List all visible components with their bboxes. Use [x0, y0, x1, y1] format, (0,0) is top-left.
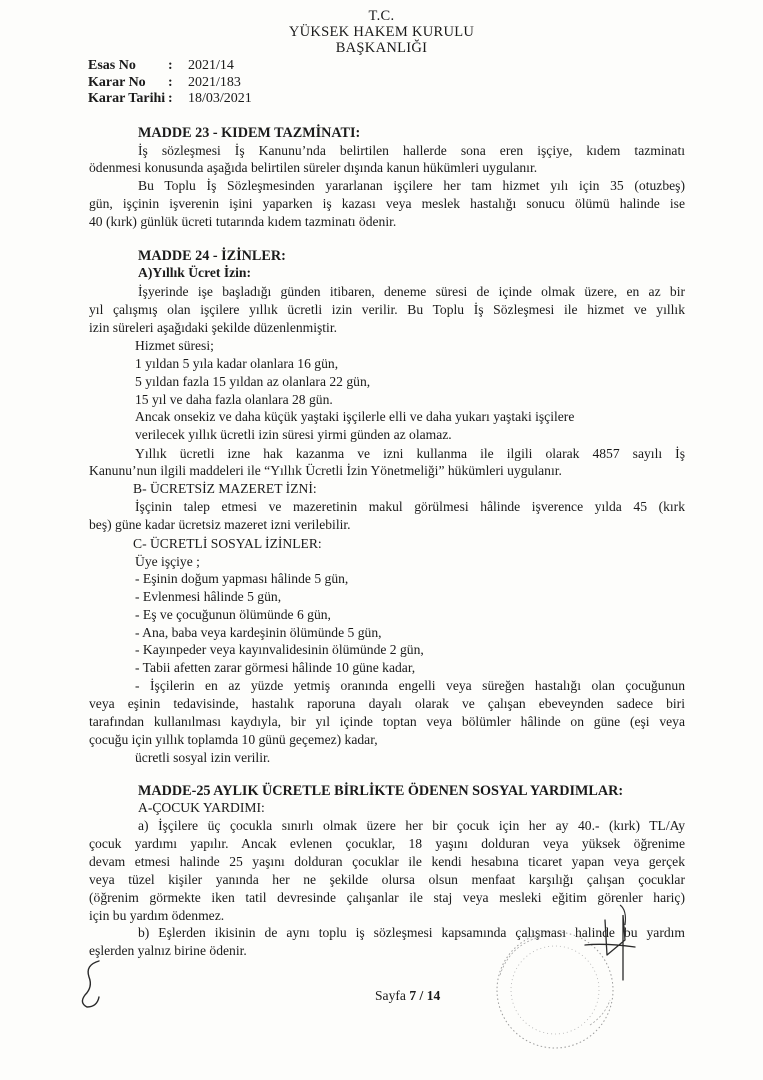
section-b-title: B- ÜCRETSİZ MAZERET İZNİ:: [133, 481, 317, 496]
paragraph-line: 40 (kırk) günlük ücreti tutarında kıdem tazminatı ödenir.: [89, 214, 397, 229]
list-line: - Ana, baba veya kardeşinin ölümünde 5 gün,: [135, 625, 382, 640]
meta-row-esas: [88, 58, 252, 75]
paragraph-line: Bu Toplu İş Sözleşmesinden yararlanan işçilere her tam hizmet yılı için 35 (otuzbeş): [138, 178, 685, 193]
list-line: 5 yıldan fazla 15 yıldan az olanlara 22 gün,: [135, 374, 371, 389]
paragraph-line: Hizmet süresi;: [135, 338, 214, 353]
paragraph-line: tarafından kullanılması kaydıyla, bir yıl içinde toptan veya bölümler hâlinde on güne (eşi veya: [89, 714, 685, 729]
paragraph-line: (öğrenim görmekte iken tatil devresinde çalışanlar ile staj veya mesleki eğitim görenler hariç): [89, 890, 685, 905]
paragraph-line: İş sözleşmesi İş Kanunu’nda belirtilen hallerde sona eren işçiye, kıdem tazminatı: [138, 143, 685, 158]
paragraph-line: gün, işçinin işverenin işini yaparken iş kazası veya meslek hastalığı sonucu ölümü halinde ise: [89, 196, 685, 211]
header-department: BAŞKANLIĞI: [335, 40, 428, 56]
paragraph-line: çocuğu için yıllık toplamda 10 günü geçemez) kadar,: [89, 732, 378, 747]
madde-24-title: MADDE 24 - İZİNLER:: [138, 248, 286, 264]
meta-label: Esas No: [88, 58, 136, 73]
paragraph-line: izin süreleri aşağıdaki şekilde düzenlenmiştir.: [89, 320, 338, 335]
paragraph-line: a) İşçilere üç çocukla sınırlı olmak üzere her bir çocuk için her ay 40.- (kırk) TL/Ay: [138, 818, 685, 833]
meta-row-karar: [88, 75, 252, 92]
list-line: - İşçilerin en az yüzde yetmiş oranında engelli veya süreğen hastalığı olan çocuğunun: [135, 678, 685, 693]
paragraph-line: devam etmesi halinde 25 yaşını dolduran çocuklar ile kendi hesabına ticaret yapan veya gerçek: [89, 854, 685, 869]
list-line: - Tabii afetten zarar görmesi hâlinde 10 güne kadar,: [135, 660, 416, 675]
page-number: 7 / 14: [409, 988, 441, 1003]
paragraph-line: verilecek yıllık ücretli izin süresi yirmi günden az olamaz.: [135, 427, 452, 442]
meta-colon: :: [168, 74, 173, 90]
paragraph-line: ödenmesi konusunda aşağıda belirtilen süreler dışında kanun hükümleri uygulanır.: [89, 160, 538, 175]
case-metadata: [88, 58, 252, 108]
paragraph-line: beş) güne kadar ücretsiz mazeret izni verilebilir.: [89, 517, 351, 532]
meta-value: 2021/14: [188, 58, 234, 73]
paragraph-line: Üye işçiye ;: [135, 554, 200, 569]
paragraph-line: Ancak onsekiz ve daha küçük yaştaki işçilerle elli ve daha yukarı yaştaki işçilere: [135, 409, 575, 424]
list-line: - Kayınpeder veya kayınvalidesinin ölümünde 2 gün,: [135, 642, 424, 657]
paragraph-line: ücretli sosyal izin verilir.: [135, 750, 271, 765]
list-line: 1 yıldan 5 yıla kadar olanlara 16 gün,: [135, 356, 339, 371]
paragraph-line: b) Eşlerden ikisinin de aynı toplu iş sözleşmesi kapsamında çalışması halinde bu yardım: [138, 925, 685, 940]
margin-initial: [75, 955, 115, 1015]
list-line: - Eş ve çocuğunun ölümünde 6 gün,: [135, 607, 331, 622]
paragraph-line: Yıllık ücretli izne hak kazanma ve izni kullanma ile ilgili olarak 4857 sayılı İş: [135, 446, 685, 461]
paragraph-line: İşçinin talep etmesi ve mazeretinin makul görülmesi hâlinde işverence yılda 45 (kırk: [135, 499, 685, 514]
section-a-title: A)Yıllık Ücret İzin:: [138, 265, 252, 280]
meta-value: 2021/183: [188, 74, 241, 90]
section-a-title: A-ÇOCUK YARDIMI:: [138, 800, 265, 815]
meta-label: Karar No: [88, 74, 146, 90]
meta-row-tarih: [88, 91, 252, 108]
footer-label: Sayfa: [375, 988, 406, 1003]
header-institution: YÜKSEK HAKEM KURULU: [288, 24, 475, 40]
page-footer: [375, 988, 440, 1004]
paragraph-line: İşyerinde işe başladığı günden itibaren, deneme süresi de içinde olmak üzere, en az bir: [138, 284, 685, 299]
list-line: - Eşinin doğum yapması hâlinde 5 gün,: [135, 571, 349, 586]
meta-value: 18/03/2021: [188, 91, 252, 106]
meta-label: Karar Tarihi: [88, 91, 166, 106]
list-line: - Evlenmesi hâlinde 5 gün,: [135, 589, 282, 604]
handwritten-signature: [565, 885, 665, 985]
meta-colon: :: [168, 58, 173, 73]
paragraph-line: Kanunu’nun ilgili maddeleri ile “Yıllık Ücretli İzin Yönetmeliği” hükümleri uygulanır.: [89, 463, 562, 478]
section-c-title: C- ÜCRETLİ SOSYAL İZİNLER:: [133, 536, 322, 551]
paragraph-line: için bu yardım ödenmez.: [89, 908, 225, 923]
meta-colon: :: [168, 91, 173, 106]
header-tc: T.C.: [368, 8, 395, 24]
madde-23-title: MADDE 23 - KIDEM TAZMİNATI:: [138, 125, 361, 141]
paragraph-line: çocuk yardımı yapılır. Ancak evlenen çocuklar, 18 yaşını dolduran veya yüksek öğrenime: [89, 836, 685, 851]
list-line: 15 yıl ve daha fazla olanlara 28 gün.: [135, 392, 333, 407]
paragraph-line: yıl çalışmış olan işçilere yıllık ücretli izin verilir. Bu Toplu İş Sözleşmesi ile hizmet ve yıllık: [89, 302, 685, 317]
madde-25-title: MADDE-25 AYLIK ÜCRETLE BİRLİKTE ÖDENEN SOSYAL YARDIMLAR:: [138, 783, 624, 799]
paragraph-line: veya eşinin tedavisinde, hastalık raporuna dayalı olarak ve çalışan ebeveynden sadece biri: [89, 696, 685, 711]
paragraph-line: veya tüzel kişiler yanında her ne şekilde olursa olsun menfaat karşılığı çalışan çocuklar: [89, 872, 685, 887]
paragraph-line: eşlerden yalnız birine ödenir.: [89, 943, 247, 958]
